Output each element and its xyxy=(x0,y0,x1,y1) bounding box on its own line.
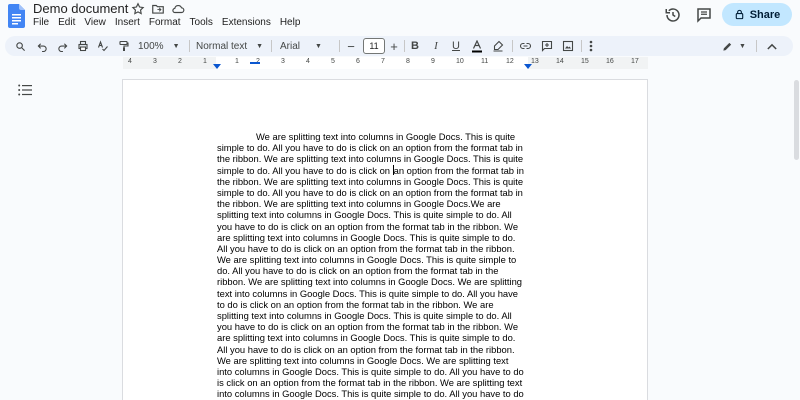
menu-insert[interactable]: Insert xyxy=(114,17,140,28)
text-line xyxy=(217,243,530,254)
mode-dropdown-arrow-icon: ▼ xyxy=(739,42,746,50)
text-line xyxy=(217,142,530,153)
text-line-content: We are splitting text into columns in Google Docs. This is quite simple to xyxy=(217,254,517,266)
text-line-content: you have to do is click on an option from the format tab in the ribbon. We xyxy=(217,220,519,232)
text-line-content: to do is click on an option from the format tab in the ribbon. We are xyxy=(217,298,494,310)
text-line xyxy=(217,288,530,299)
docs-logo-icon[interactable] xyxy=(8,4,25,28)
text-line-content: do. All you have to do is click on an option from the format tab in the xyxy=(217,265,499,277)
text-line xyxy=(217,232,530,243)
printer-icon xyxy=(77,40,89,52)
version-history-icon[interactable] xyxy=(664,6,682,24)
toolbar-divider xyxy=(404,40,405,52)
decrease-font-size-button[interactable] xyxy=(345,39,357,53)
text-line xyxy=(217,221,530,232)
more-options-button[interactable] xyxy=(585,39,597,53)
undo-icon xyxy=(37,41,48,52)
text-line-content: simple to do. All you have to do is click on xyxy=(217,164,393,176)
text-line xyxy=(217,265,530,276)
search-menus-button[interactable] xyxy=(13,39,27,53)
text-line xyxy=(217,332,530,343)
ruler-number: 14 xyxy=(556,58,564,65)
font-dropdown-arrow-icon: ▼ xyxy=(315,42,322,50)
menu-file[interactable]: File xyxy=(33,17,50,28)
ruler-number: 11 xyxy=(481,58,489,65)
search-icon xyxy=(15,41,26,52)
text-line-content: All you have to do is click on an option from the format tab in the ribbon. xyxy=(217,242,515,254)
ruler-number: 5 xyxy=(331,58,335,65)
font-size-input[interactable]: 11 xyxy=(363,38,385,54)
menu-tools[interactable]: Tools xyxy=(189,17,213,28)
toolbar-divider xyxy=(581,40,582,52)
move-folder-icon[interactable] xyxy=(151,2,165,16)
text-line-content: ribbon. We are splitting text into columns in Google Docs. We are splitting xyxy=(217,276,523,288)
menu-help[interactable]: Help xyxy=(279,17,301,28)
style-dropdown-arrow-icon: ▼ xyxy=(256,42,264,50)
document-body-text[interactable] xyxy=(217,131,530,400)
text-line xyxy=(217,344,530,355)
print-button[interactable] xyxy=(76,39,90,53)
text-line-content: All you have to do is click on an option from the format tab in the ribbon. xyxy=(217,343,515,355)
left-indent-marker[interactable] xyxy=(213,64,221,69)
chevron-up-icon xyxy=(767,43,777,50)
first-line-indent-marker[interactable] xyxy=(250,62,260,64)
text-line-content: splitting text into columns in Google Docs. This is quite simple to do. All xyxy=(217,310,512,321)
ruler-number: 4 xyxy=(306,58,310,65)
ruler-number: 8 xyxy=(406,58,410,65)
menu-bar xyxy=(33,17,309,28)
star-icon[interactable] xyxy=(131,2,145,16)
redo-icon xyxy=(57,41,68,52)
font-value: Arial xyxy=(280,40,301,52)
text-line xyxy=(217,153,530,164)
toolbar-divider xyxy=(339,40,340,52)
text-line xyxy=(217,355,530,366)
plus-icon: + xyxy=(390,38,398,54)
ruler-number: 2 xyxy=(178,58,182,65)
title-bar xyxy=(0,0,800,34)
ruler-number: 7 xyxy=(381,58,385,65)
hide-menus-button[interactable] xyxy=(765,39,779,53)
ruler-number: 1 xyxy=(235,58,239,65)
text-line xyxy=(217,187,530,198)
toolbar-divider xyxy=(271,40,272,52)
ruler-number: 12 xyxy=(506,58,514,65)
paint-roller-icon xyxy=(118,40,130,52)
minus-icon: − xyxy=(347,38,355,54)
add-comment-button[interactable] xyxy=(540,39,554,53)
spellcheck-icon xyxy=(97,40,109,52)
text-line-content: an option from the format tab in xyxy=(393,164,524,176)
ruler-number: 3 xyxy=(281,58,285,65)
scrollbar-thumb[interactable] xyxy=(794,80,799,160)
text-line xyxy=(217,254,530,265)
editing-mode-select[interactable] xyxy=(721,39,747,53)
ruler-number: 15 xyxy=(581,58,589,65)
text-line-content: simple to do. All you have to do is click on an option from the format tab in xyxy=(217,142,523,154)
insert-image-button[interactable] xyxy=(561,39,575,53)
text-line-content: into columns in Google Docs. This is quite simple to do. All you have to do xyxy=(217,388,524,400)
paragraph-style-select[interactable] xyxy=(196,39,266,53)
ruler-number: 10 xyxy=(456,58,464,65)
toolbar-divider xyxy=(189,40,190,52)
ruler-number: 17 xyxy=(631,58,639,65)
insert-link-button[interactable] xyxy=(518,39,532,53)
text-line xyxy=(217,321,530,332)
zoom-select[interactable] xyxy=(138,39,184,53)
zoom-value: 100% xyxy=(138,40,164,52)
cloud-saved-icon[interactable] xyxy=(171,2,185,16)
text-line-content: is click on an option from the format tab in the ribbon. We are splitting text xyxy=(217,377,523,389)
menu-extensions[interactable]: Extensions xyxy=(221,17,271,28)
text-color-icon xyxy=(471,40,483,53)
text-color-button[interactable] xyxy=(470,39,484,53)
text-line-content: simple to do. All you have to do is click on an option from the format tab in xyxy=(217,186,523,198)
link-icon xyxy=(519,40,532,52)
text-line xyxy=(217,209,530,220)
share-button[interactable] xyxy=(722,3,792,26)
ruler-number: 4 xyxy=(128,58,132,65)
increase-font-size-button[interactable] xyxy=(388,39,400,53)
text-line-content: the ribbon. We are splitting text into columns in Google Docs.We are xyxy=(217,198,501,210)
menu-format[interactable]: Format xyxy=(148,17,181,28)
text-line xyxy=(217,165,530,176)
image-icon xyxy=(562,40,574,52)
document-outline-icon[interactable] xyxy=(18,84,32,96)
text-line-content: the ribbon. We are splitting text into columns in Google Docs. This is quite xyxy=(217,153,524,165)
zoom-dropdown-arrow-icon: ▼ xyxy=(172,42,180,50)
toolbar-divider xyxy=(756,40,757,52)
bold-icon: B xyxy=(411,40,419,52)
pencil-icon xyxy=(722,41,733,52)
text-line xyxy=(217,377,530,388)
text-line-content: splitting text into columns in Google Docs. This is quite simple to do. All xyxy=(217,209,512,221)
horizontal-ruler[interactable] xyxy=(0,57,800,71)
ruler-number: 13 xyxy=(531,58,539,65)
highlight-color-button[interactable] xyxy=(491,39,505,53)
ruler-number: 9 xyxy=(431,58,435,65)
text-line xyxy=(217,310,530,321)
spellcheck-button[interactable] xyxy=(96,39,110,53)
paint-format-button[interactable] xyxy=(117,39,131,53)
document-title[interactable]: Demo document xyxy=(33,1,129,16)
highlighter-icon xyxy=(492,40,504,52)
bold-button[interactable] xyxy=(408,39,422,53)
menu-edit[interactable]: Edit xyxy=(58,17,76,28)
menu-view[interactable]: View xyxy=(84,17,106,28)
redo-button[interactable] xyxy=(55,39,69,53)
text-line-content: We are splitting text into columns in Google Docs. We are splitting text xyxy=(217,354,509,366)
text-line xyxy=(217,176,530,187)
italic-icon: I xyxy=(434,40,438,52)
toolbar-divider xyxy=(512,40,513,52)
text-line-content: the ribbon. We are splitting text into columns in Google Docs. This is quite xyxy=(217,175,524,187)
text-line xyxy=(217,366,530,377)
text-line xyxy=(217,299,530,310)
text-line xyxy=(217,198,530,209)
lock-icon xyxy=(734,9,745,20)
text-line xyxy=(217,276,530,287)
text-line-content: are splitting text into columns in Google Docs. This is quite simple to do. xyxy=(217,332,516,344)
text-line-content: into columns in Google Docs. This is quite simple to do. All you have to do xyxy=(217,365,524,377)
text-line-content: text into columns in Google Docs. This is quite simple to do. All you have xyxy=(217,287,519,299)
right-indent-marker[interactable] xyxy=(524,64,532,69)
text-line-content: We are splitting text into columns in Google Docs. This is quite xyxy=(256,131,516,142)
ruler-number: 6 xyxy=(356,58,360,65)
undo-button[interactable] xyxy=(35,39,49,53)
text-line xyxy=(217,388,530,399)
ruler-number: 1 xyxy=(203,58,207,65)
text-line-content: are splitting text into columns in Google Docs. This is quite simple to do. xyxy=(217,231,516,243)
ruler-number: 3 xyxy=(153,58,157,65)
text-line xyxy=(217,131,530,142)
share-label: Share xyxy=(749,8,781,21)
italic-button[interactable] xyxy=(429,39,443,53)
more-vertical-icon xyxy=(589,40,593,52)
underline-icon: U xyxy=(452,40,460,52)
formatting-toolbar xyxy=(5,36,793,56)
add-comment-icon xyxy=(541,40,553,52)
underline-button[interactable] xyxy=(449,39,463,53)
comments-icon[interactable] xyxy=(695,6,713,24)
font-select[interactable] xyxy=(280,39,334,53)
text-line-content: you have to do is click on an option from the format tab in the ribbon. We xyxy=(217,321,519,333)
paragraph-style-value: Normal text xyxy=(196,40,248,52)
ruler-number: 16 xyxy=(606,58,614,65)
